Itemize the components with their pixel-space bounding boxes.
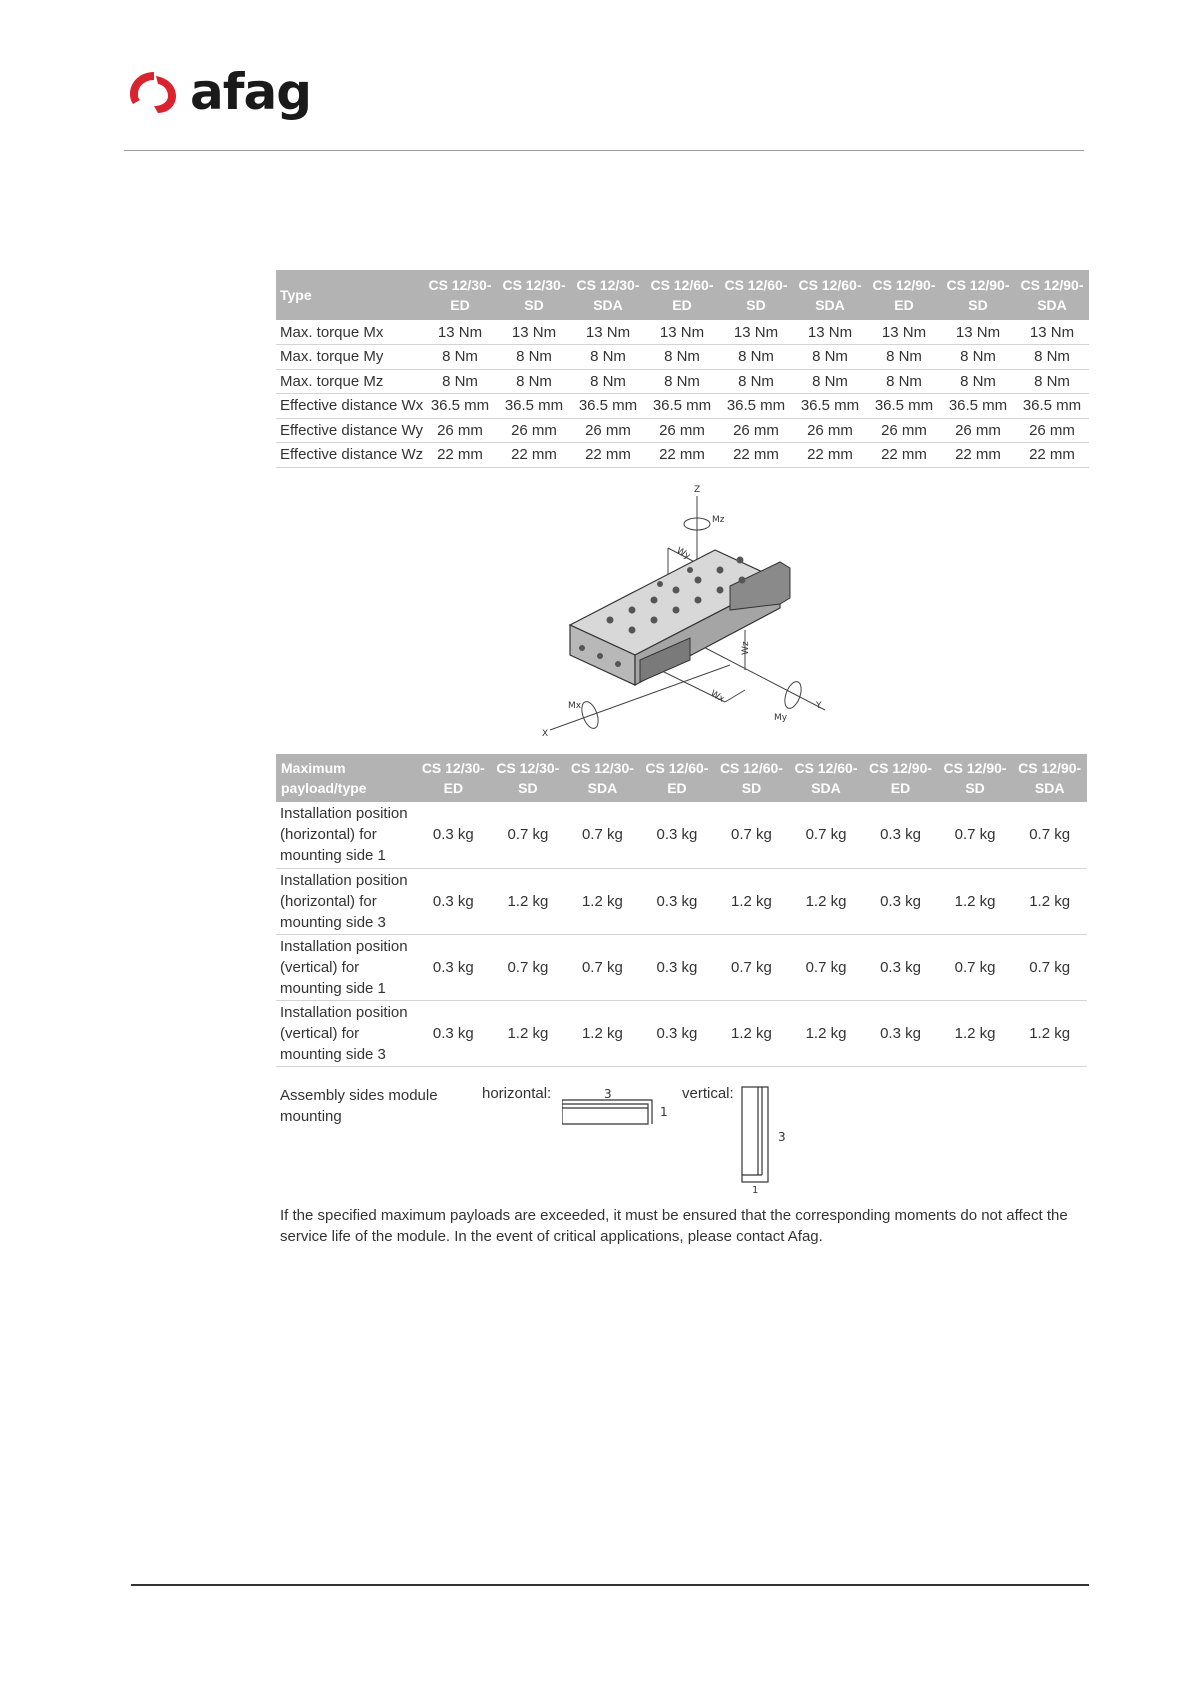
row-label: Installation position (vertical) for mounting side 3 xyxy=(276,1000,416,1066)
table-cell: 0.3 kg xyxy=(640,802,715,868)
header-model-2: CS 12/30- SD xyxy=(497,270,571,320)
horizontal-side-3-label: 3 xyxy=(604,1088,612,1101)
table-cell: 13 Nm xyxy=(571,320,645,345)
table-cell: 36.5 mm xyxy=(793,394,867,419)
table-cell: 1.2 kg xyxy=(1012,1000,1087,1066)
table-cell: 0.7 kg xyxy=(565,934,640,1000)
header-model-1: CS 12/30- ED xyxy=(416,754,491,802)
table-cell: 8 Nm xyxy=(645,369,719,394)
header-model-9: CS 12/90- SDA xyxy=(1015,270,1089,320)
table-row xyxy=(276,345,1089,370)
table-cell: 22 mm xyxy=(497,443,571,468)
payload-note: If the specified maximum payloads are exceeded, it must be ensured that the corresponding moments do not affect the service life of the module. In the event of critical applications, please contact Afag. xyxy=(280,1207,1068,1245)
afag-logo xyxy=(124,62,311,122)
table-cell: 0.3 kg xyxy=(863,934,938,1000)
table-cell: 13 Nm xyxy=(1015,320,1089,345)
table-cell: 0.7 kg xyxy=(789,934,864,1000)
table-row xyxy=(276,320,1089,345)
table-cell: 1.2 kg xyxy=(789,1000,864,1066)
table-cell: 0.7 kg xyxy=(1012,934,1087,1000)
mz-label: Mz xyxy=(712,515,725,525)
table-cell: 8 Nm xyxy=(645,345,719,370)
table-cell: 0.3 kg xyxy=(640,934,715,1000)
table-cell: 22 mm xyxy=(423,443,497,468)
table-cell: 0.3 kg xyxy=(863,868,938,934)
header-model-5: CS 12/60- SD xyxy=(719,270,793,320)
table-row xyxy=(276,1000,1087,1066)
table-cell: 22 mm xyxy=(867,443,941,468)
table-cell: 36.5 mm xyxy=(423,394,497,419)
header-model-2: CS 12/30- SD xyxy=(491,754,566,802)
vertical-label: vertical: xyxy=(682,1085,734,1102)
header-divider xyxy=(124,150,1084,151)
row-label: Effective distance Wy xyxy=(276,418,423,443)
table-row xyxy=(276,394,1089,419)
table-cell: 13 Nm xyxy=(941,320,1015,345)
horizontal-mounting-diagram xyxy=(562,1088,682,1128)
mx-rotation-icon xyxy=(579,699,602,730)
torque-table xyxy=(276,270,1089,468)
table-cell: 1.2 kg xyxy=(938,868,1013,934)
table-cell: 22 mm xyxy=(793,443,867,468)
footer-divider xyxy=(131,1584,1089,1586)
table-cell: 8 Nm xyxy=(423,369,497,394)
table-cell: 1.2 kg xyxy=(491,1000,566,1066)
module-body xyxy=(570,550,790,685)
afag-logo-text: afag xyxy=(190,63,312,121)
table-cell: 22 mm xyxy=(571,443,645,468)
table-cell: 0.7 kg xyxy=(565,802,640,868)
table-cell: 22 mm xyxy=(1015,443,1089,468)
payload-table xyxy=(276,754,1087,1067)
table-cell: 1.2 kg xyxy=(938,1000,1013,1066)
table-cell: 8 Nm xyxy=(867,369,941,394)
table-cell: 26 mm xyxy=(497,418,571,443)
table-cell: 13 Nm xyxy=(423,320,497,345)
vertical-side-1-label: 1 xyxy=(752,1185,759,1195)
header-model-8: CS 12/90- SD xyxy=(938,754,1013,802)
my-rotation-icon xyxy=(782,679,805,710)
table-row xyxy=(276,934,1087,1000)
table-cell: 1.2 kg xyxy=(565,868,640,934)
header-model-7: CS 12/90- ED xyxy=(867,270,941,320)
horizontal-side-1-label: 1 xyxy=(660,1105,668,1119)
table-cell: 1.2 kg xyxy=(565,1000,640,1066)
row-label: Installation position (horizontal) for mounting side 1 xyxy=(276,802,416,868)
table-cell: 26 mm xyxy=(793,418,867,443)
header-model-3: CS 12/30- SDA xyxy=(565,754,640,802)
table-row xyxy=(276,802,1087,868)
table-cell: 0.7 kg xyxy=(714,934,789,1000)
row-label: Max. torque My xyxy=(276,345,423,370)
header-model-4: CS 12/60- ED xyxy=(640,754,715,802)
row-label: Max. torque Mz xyxy=(276,369,423,394)
table-cell: 8 Nm xyxy=(867,345,941,370)
table-cell: 13 Nm xyxy=(719,320,793,345)
header-type-label: Type xyxy=(276,270,423,320)
table-cell: 8 Nm xyxy=(719,345,793,370)
table-cell: 0.7 kg xyxy=(491,802,566,868)
row-label: Installation position (horizontal) for mounting side 3 xyxy=(276,868,416,934)
table-cell: 0.3 kg xyxy=(640,868,715,934)
table-cell: 8 Nm xyxy=(1015,345,1089,370)
table-cell: 1.2 kg xyxy=(1012,868,1087,934)
table-cell: 0.3 kg xyxy=(416,934,491,1000)
assembly-sides-label: Assembly sides module mounting xyxy=(280,1087,438,1125)
my-label: My xyxy=(774,713,788,723)
table-cell: 0.7 kg xyxy=(1012,802,1087,868)
table-cell: 36.5 mm xyxy=(645,394,719,419)
table-cell: 22 mm xyxy=(719,443,793,468)
header-model-6: CS 12/60- SDA xyxy=(789,754,864,802)
header-model-8: CS 12/90- SD xyxy=(941,270,1015,320)
table-cell: 8 Nm xyxy=(571,345,645,370)
header-model-7: CS 12/90- ED xyxy=(863,754,938,802)
header-model-5: CS 12/60- SD xyxy=(714,754,789,802)
z-axis-label: Z xyxy=(694,485,701,495)
x-axis-label: X xyxy=(542,729,549,739)
table-cell: 0.3 kg xyxy=(863,1000,938,1066)
table-cell: 0.3 kg xyxy=(416,1000,491,1066)
table-cell: 26 mm xyxy=(941,418,1015,443)
table-cell: 0.3 kg xyxy=(416,868,491,934)
table-cell: 1.2 kg xyxy=(714,868,789,934)
table-cell: 36.5 mm xyxy=(571,394,645,419)
vertical-mounting-diagram xyxy=(740,1085,800,1195)
table-cell: 13 Nm xyxy=(793,320,867,345)
table-cell: 0.7 kg xyxy=(491,934,566,1000)
y-axis-label: Y xyxy=(816,701,822,711)
mx-label: Mx xyxy=(568,701,582,711)
header-model-6: CS 12/60- SDA xyxy=(793,270,867,320)
header-type-label: Maximum payload/type xyxy=(276,754,416,802)
table-row xyxy=(276,443,1089,468)
table-cell: 0.3 kg xyxy=(863,802,938,868)
row-label: Effective distance Wx xyxy=(276,394,423,419)
afag-logo-mark-icon xyxy=(124,66,182,118)
module-axes-figure xyxy=(540,480,830,740)
table-cell: 13 Nm xyxy=(645,320,719,345)
row-label: Effective distance Wz xyxy=(276,443,423,468)
table-cell: 26 mm xyxy=(867,418,941,443)
table-cell: 13 Nm xyxy=(497,320,571,345)
table-cell: 26 mm xyxy=(571,418,645,443)
table-cell: 0.3 kg xyxy=(416,802,491,868)
vertical-side-3-label: 3 xyxy=(778,1130,786,1144)
table-cell: 26 mm xyxy=(719,418,793,443)
horizontal-label: horizontal: xyxy=(482,1085,552,1102)
torque-table-header xyxy=(276,270,1089,320)
header-model-9: CS 12/90- SDA xyxy=(1012,754,1087,802)
header-model-4: CS 12/60- ED xyxy=(645,270,719,320)
table-cell: 1.2 kg xyxy=(491,868,566,934)
table-cell: 0.7 kg xyxy=(938,802,1013,868)
table-row xyxy=(276,418,1089,443)
table-cell: 0.7 kg xyxy=(789,802,864,868)
payload-table-header xyxy=(276,754,1087,802)
table-cell: 1.2 kg xyxy=(714,1000,789,1066)
table-cell: 36.5 mm xyxy=(867,394,941,419)
table-row xyxy=(276,369,1089,394)
header-model-3: CS 12/30- SDA xyxy=(571,270,645,320)
wz-label: Wz xyxy=(741,641,751,655)
table-row xyxy=(276,868,1087,934)
table-cell: 13 Nm xyxy=(867,320,941,345)
table-cell: 22 mm xyxy=(645,443,719,468)
table-cell: 8 Nm xyxy=(497,345,571,370)
table-cell: 0.3 kg xyxy=(640,1000,715,1066)
table-cell: 8 Nm xyxy=(571,369,645,394)
table-cell: 8 Nm xyxy=(423,345,497,370)
table-cell: 8 Nm xyxy=(941,345,1015,370)
table-cell: 8 Nm xyxy=(719,369,793,394)
table-cell: 8 Nm xyxy=(793,369,867,394)
table-cell: 36.5 mm xyxy=(1015,394,1089,419)
table-cell: 8 Nm xyxy=(941,369,1015,394)
row-label: Installation position (vertical) for mounting side 1 xyxy=(276,934,416,1000)
table-cell: 8 Nm xyxy=(793,345,867,370)
table-cell: 26 mm xyxy=(1015,418,1089,443)
y-axis-line xyxy=(690,640,825,710)
table-cell: 0.7 kg xyxy=(938,934,1013,1000)
table-cell: 36.5 mm xyxy=(941,394,1015,419)
row-label: Max. torque Mx xyxy=(276,320,423,345)
table-cell: 26 mm xyxy=(645,418,719,443)
table-cell: 1.2 kg xyxy=(789,868,864,934)
table-cell: 8 Nm xyxy=(1015,369,1089,394)
table-cell: 8 Nm xyxy=(497,369,571,394)
wy-label: Wy xyxy=(674,545,692,562)
wx-label: Wx xyxy=(708,688,726,705)
table-cell: 26 mm xyxy=(423,418,497,443)
table-cell: 0.7 kg xyxy=(714,802,789,868)
table-cell: 36.5 mm xyxy=(497,394,571,419)
header-model-1: CS 12/30- ED xyxy=(423,270,497,320)
table-cell: 36.5 mm xyxy=(719,394,793,419)
table-cell: 22 mm xyxy=(941,443,1015,468)
